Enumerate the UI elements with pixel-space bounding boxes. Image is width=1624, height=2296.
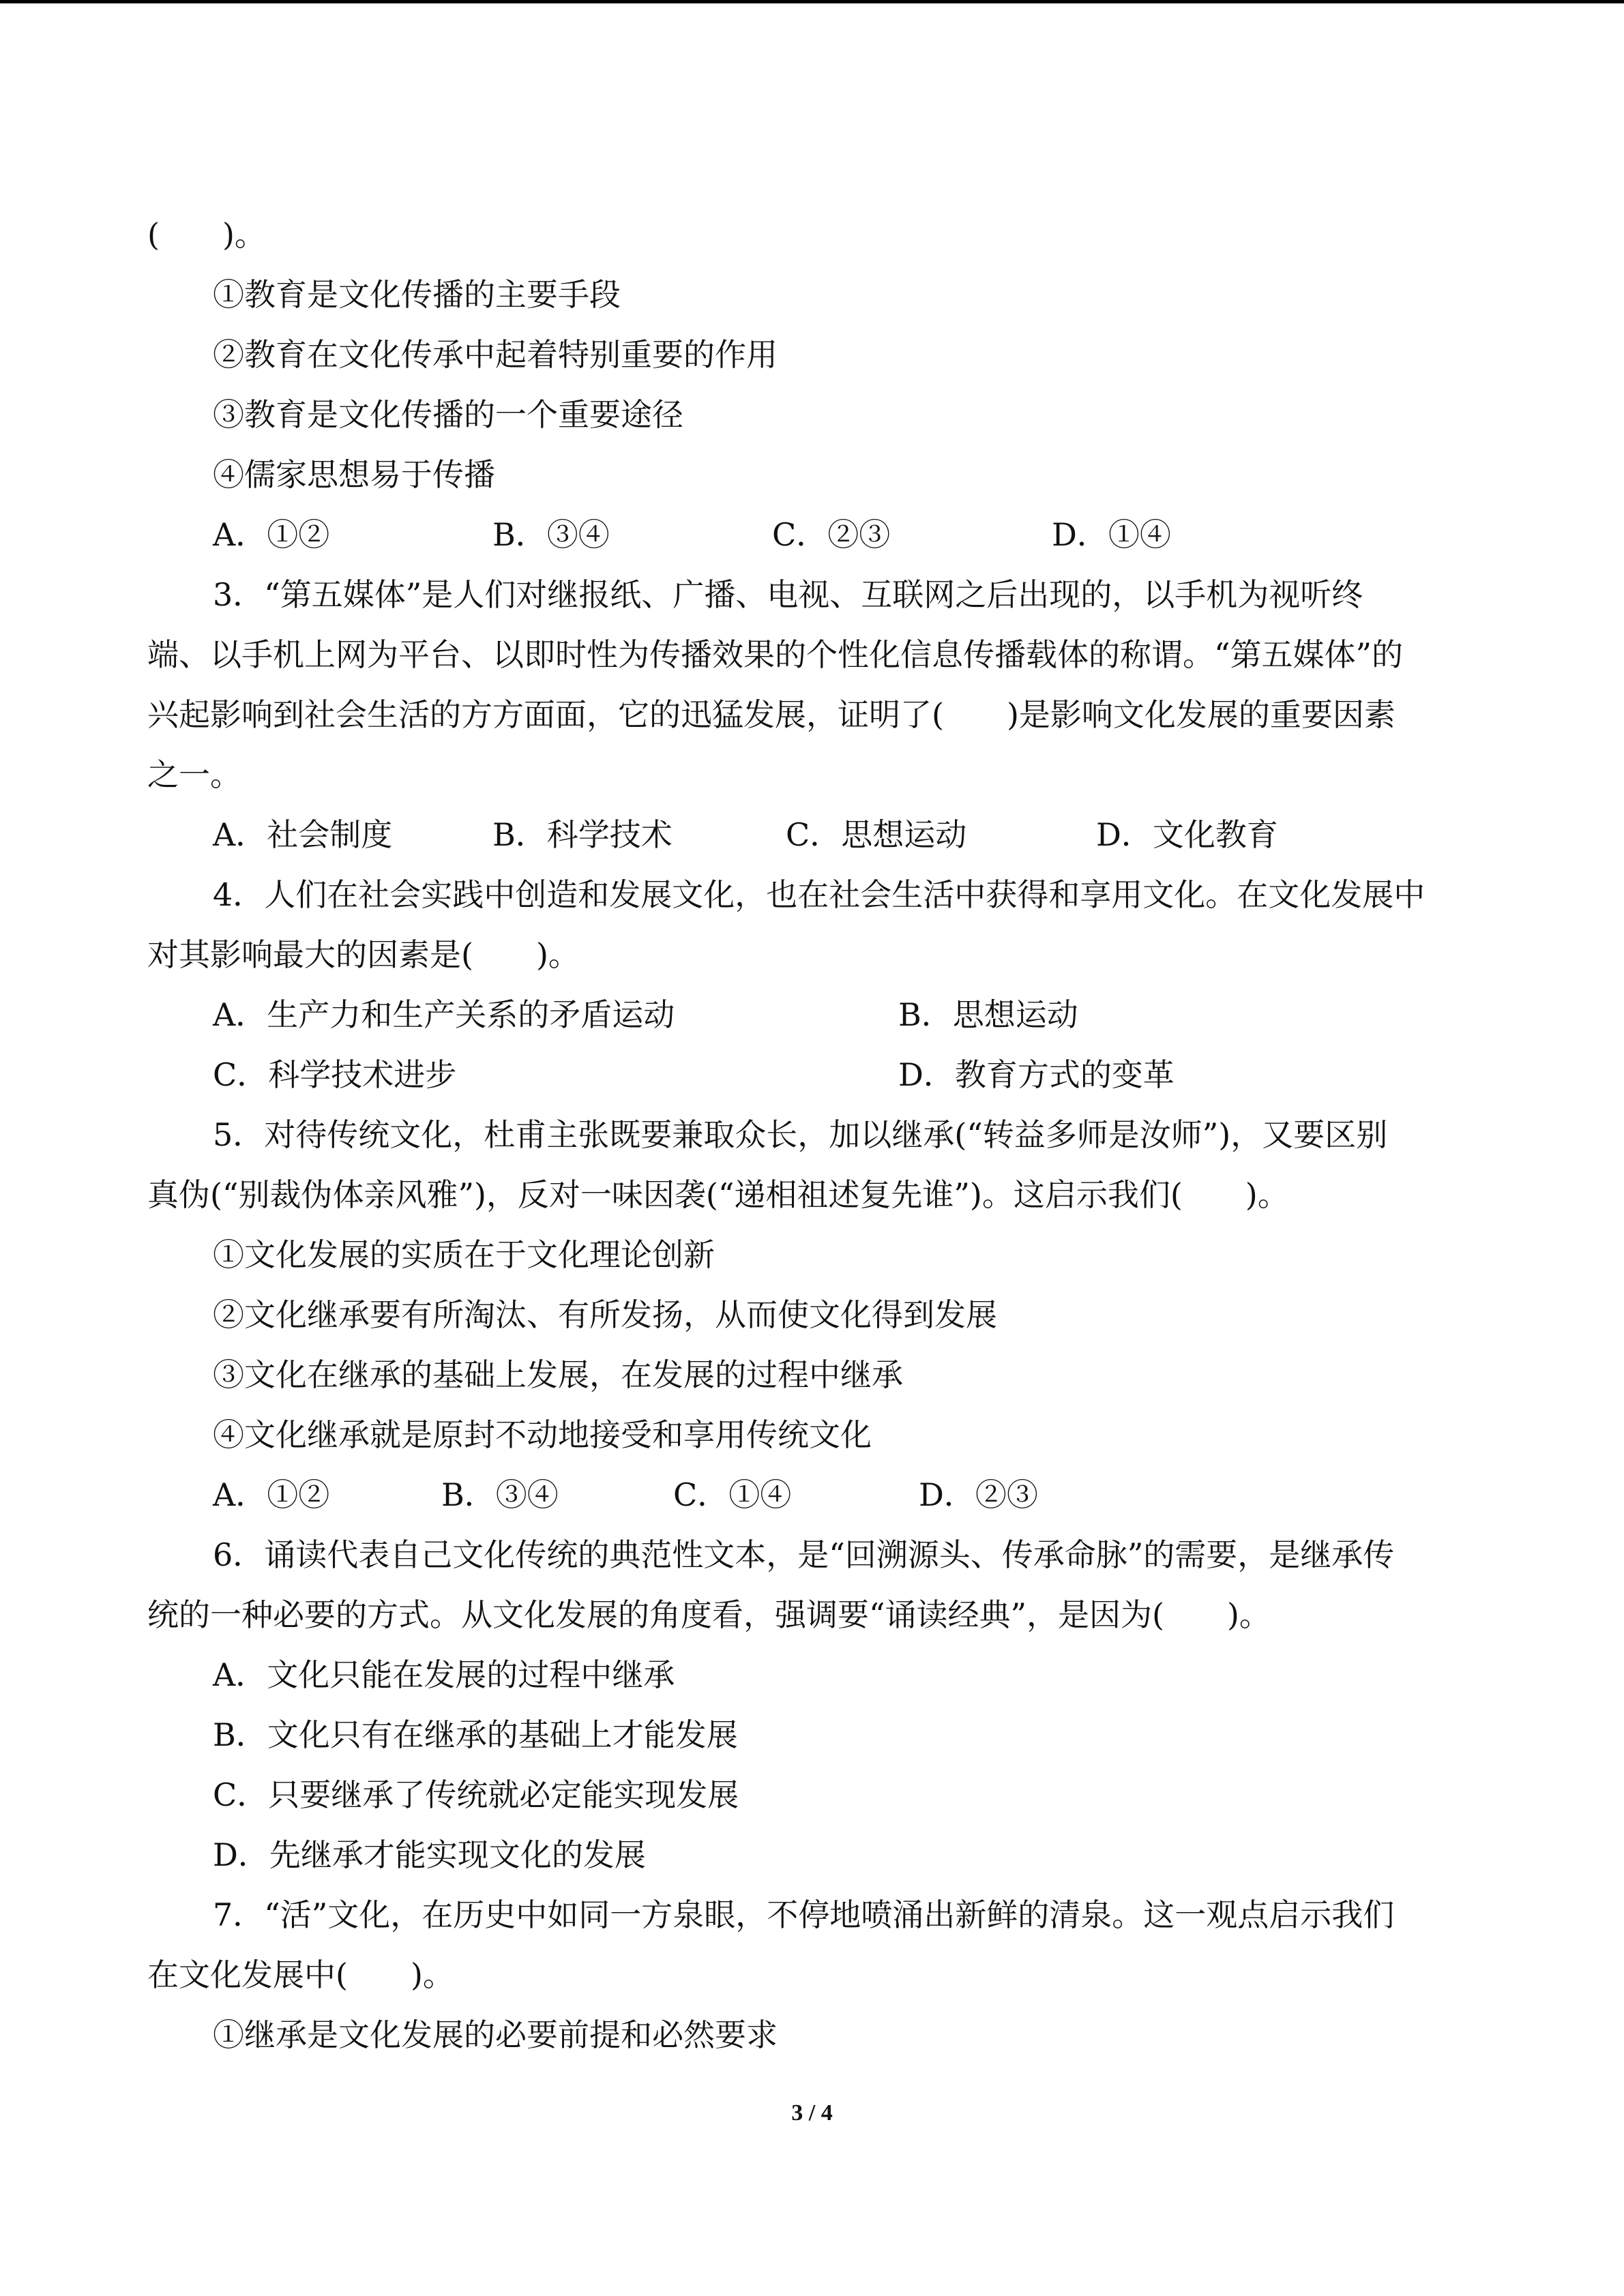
q3-options [147,805,1477,865]
question-3-line-3: 兴起影响到社会生活的方方面面，它的迅猛发展，证明了( )是影响文化发展的重要因素 [147,696,1396,733]
question-7-line-1: 7．“活”文化，在历史中如同一方泉眼，不停地喷涌出新鲜的清泉。这一观点启示我们 [213,1896,1395,1933]
question-7-line-2: 在文化发展中( )。 [147,1956,454,1993]
q5-options [147,1465,1477,1525]
q4-options-row-1 [147,985,1477,1045]
q6-option-a: A．文化只能在发展的过程中继承 [213,1656,675,1693]
q3-option-d: D．文化教育 [1096,816,1278,853]
q4-options-row-2 [147,1045,1477,1105]
q5-statement-4: ④文化继承就是原封不动地接受和享用传统文化 [213,1416,872,1453]
q4-option-a: A．生产力和生产关系的矛盾运动 [213,996,675,1033]
q4-option-b: B．思想运动 [898,996,1078,1033]
q2-statement-3: ③教育是文化传播的一个重要途径 [213,396,683,433]
q2-statement-2: ②教育在文化传承中起着特别重要的作用 [213,336,778,373]
q5-statement-3: ③文化在继承的基础上发展，在发展的过程中继承 [213,1356,903,1393]
q5-option-b: B．③④ [441,1476,559,1513]
question-3-line-4: 之一。 [147,756,241,793]
q5-option-a: A．①② [213,1476,330,1513]
q6-option-d: D．先继承才能实现文化的发展 [213,1836,646,1873]
q2-option-c: C．②③ [772,516,891,553]
question-4-line-1: 4．人们在社会实践中创造和发展文化，也在社会生活中获得和享用文化。在文化发展中 [213,876,1426,913]
q6-option-c: C．只要继承了传统就必定能实现发展 [213,1776,739,1813]
q2-statement-4: ④儒家思想易于传播 [213,456,495,493]
page-number: 3 / 4 [791,2100,833,2126]
q6-option-b: B．文化只有在继承的基础上才能发展 [213,1716,738,1753]
question-6-line-2: 统的一种必要的方式。从文化发展的角度看，强调要“诵读经典”，是因为( )。 [147,1596,1271,1633]
q3-option-a: A．社会制度 [213,816,393,853]
q5-statement-2: ②文化继承要有所淘汰、有所发扬，从而使文化得到发展 [213,1296,997,1333]
q5-option-d: D．②③ [919,1476,1038,1513]
q4-option-d: D．教育方式的变革 [898,1056,1175,1093]
question-6-line-1: 6．诵读代表自己文化传统的典范性文本，是“回溯源头、传承命脉”的需要，是继承传 [213,1536,1395,1573]
q5-option-c: C．①④ [673,1476,792,1513]
question-4-line-2: 对其影响最大的因素是( )。 [147,936,580,973]
q3-option-b: B．科学技术 [492,816,673,853]
q7-statement-1: ①继承是文化发展的必要前提和必然要求 [213,2016,778,2053]
question-2-stem-end: ( )。 [147,216,266,253]
question-3-line-1: 3．“第五媒体”是人们对继报纸、广播、电视、互联网之后出现的，以手机为视听终 [213,576,1363,613]
document-body [147,205,1477,2065]
question-5-line-1: 5．对待传统文化，杜甫主张既要兼取众长，加以继承(“转益多师是汝师”)，又要区别 [213,1116,1388,1153]
q2-option-d: D．①④ [1052,516,1171,553]
question-3-line-2: 端、以手机上网为平台、以即时性为传播效果的个性化信息传播载体的称谓。“第五媒体”的 [147,636,1404,673]
q2-option-b: B．③④ [492,516,610,553]
q2-option-a: A．①② [213,516,330,553]
q2-statement-1: ①教育是文化传播的主要手段 [213,276,621,313]
q3-option-c: C．思想运动 [786,816,967,853]
question-5-line-2: 真伪(“别裁伪体亲风雅”)，反对一味因袭(“递相祖述复先谁”)。这启示我们( )。 [147,1176,1289,1213]
q2-options [147,505,1477,565]
q4-option-c: C．科学技术进步 [213,1056,457,1093]
top-border [0,0,1624,3]
q5-statement-1: ①文化发展的实质在于文化理论创新 [213,1236,715,1273]
